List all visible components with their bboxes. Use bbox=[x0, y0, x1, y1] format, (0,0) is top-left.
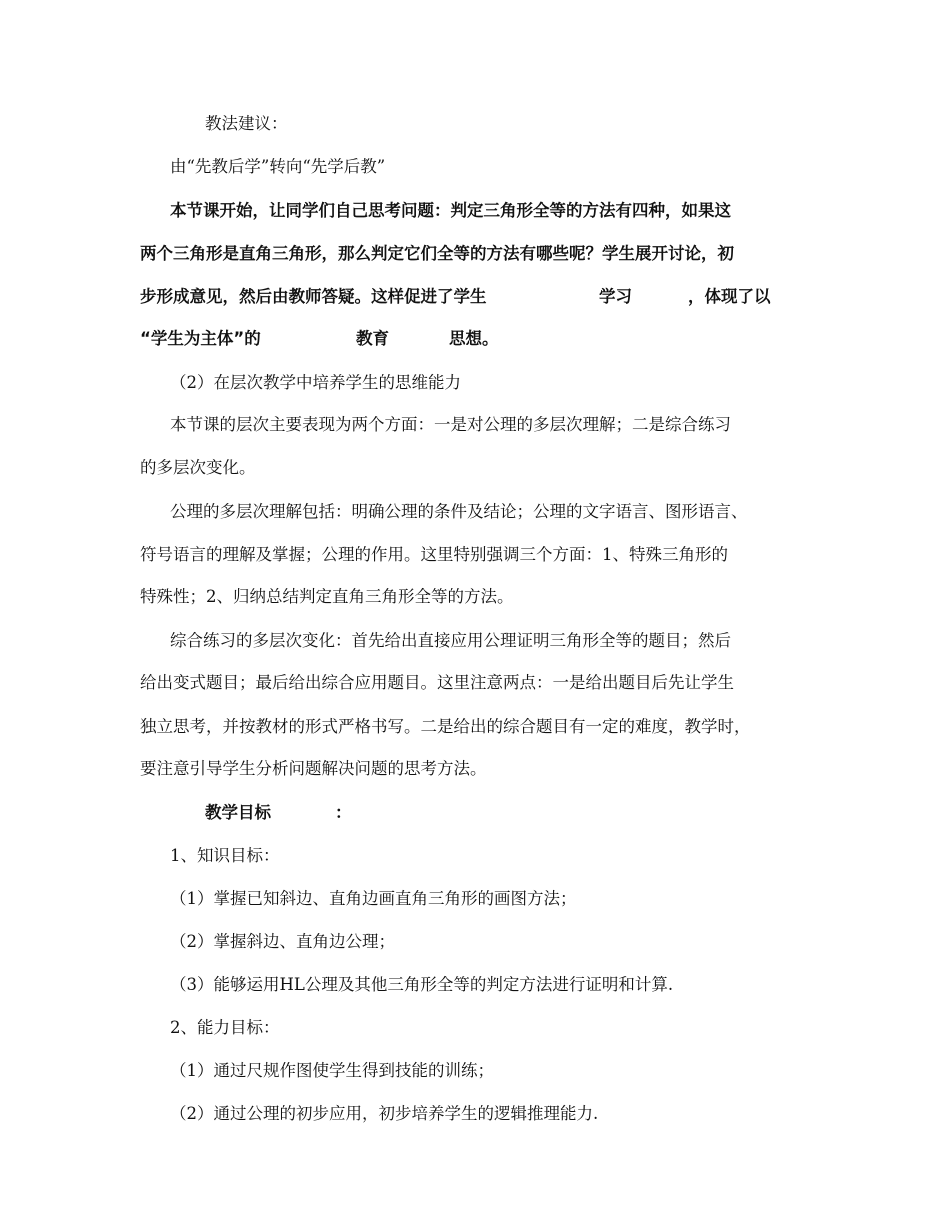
bold-paragraph-line: “学生为主体”的 bbox=[140, 329, 261, 348]
bold-paragraph-line: 步形成意见，然后由教师答疑。这样促进了学生 bbox=[140, 287, 487, 306]
paragraph-line: 符号语言的理解及掌握；公理的作用。这里特别强调三个方面：1、特殊三角形的 bbox=[140, 545, 728, 564]
paragraph-line: 特殊性；2、归纳总结判定直角三角形全等的方法。 bbox=[140, 587, 514, 606]
paragraph-line: 综合练习的多层次变化：首先给出直接应用公理证明三角形全等的题目；然后 bbox=[170, 631, 731, 650]
heading-teaching-objectives: 教学目标 bbox=[205, 803, 271, 822]
bold-paragraph-line: 两个三角形是直角三角形，那么判定它们全等的方法有哪些呢？学生展开讨论，初 bbox=[140, 244, 734, 263]
list-item: （3）能够运用HL公理及其他三角形全等的判定方法进行证明和计算. bbox=[170, 975, 674, 994]
paragraph-line: 要注意引导学生分析问题解决问题的思考方法。 bbox=[140, 759, 487, 778]
paragraph-line: 独立思考，并按教材的形式严格书写。二是给出的综合题目有一定的难度，教学时， bbox=[140, 717, 751, 736]
heading-colon: ： bbox=[335, 803, 352, 822]
list-item: （2）掌握斜边、直角边公理； bbox=[170, 932, 395, 951]
bold-paragraph-word: 思想。 bbox=[449, 329, 499, 348]
paragraph-line: 公理的多层次理解包括：明确公理的条件及结论；公理的文字语言、图形语言、 bbox=[170, 502, 748, 521]
heading-teaching-suggestions: 教法建议： bbox=[205, 114, 288, 133]
paragraph-line: 的多层次变化。 bbox=[140, 458, 256, 477]
bold-paragraph-word: 学习 bbox=[599, 287, 632, 306]
bold-paragraph-word: ，体现了以 bbox=[688, 287, 771, 306]
list-item: （2）通过公理的初步应用，初步培养学生的逻辑推理能力. bbox=[170, 1104, 599, 1123]
paragraph-line: 由“先教后学”转向“先学后教” bbox=[170, 157, 386, 176]
paragraph-line: 本节课的层次主要表现为两个方面：一是对公理的多层次理解；二是综合练习 bbox=[170, 415, 731, 434]
bold-paragraph-line: 本节课开始，让同学们自己思考问题：判定三角形全等的方法有四种，如果这 bbox=[170, 201, 731, 220]
list-heading: 1、知识目标： bbox=[170, 846, 280, 865]
section-heading: （2）在层次教学中培养学生的思维能力 bbox=[170, 373, 461, 392]
list-item: （1）通过尺规作图使学生得到技能的训练； bbox=[170, 1061, 494, 1080]
paragraph-line: 给出变式题目；最后给出综合应用题目。这里注意两点：一是给出题目后先让学生 bbox=[140, 673, 734, 692]
bold-paragraph-word: 教育 bbox=[356, 329, 389, 348]
list-item: （1）掌握已知斜边、直角边画直角三角形的画图方法； bbox=[170, 889, 577, 908]
list-heading: 2、能力目标： bbox=[170, 1018, 280, 1037]
